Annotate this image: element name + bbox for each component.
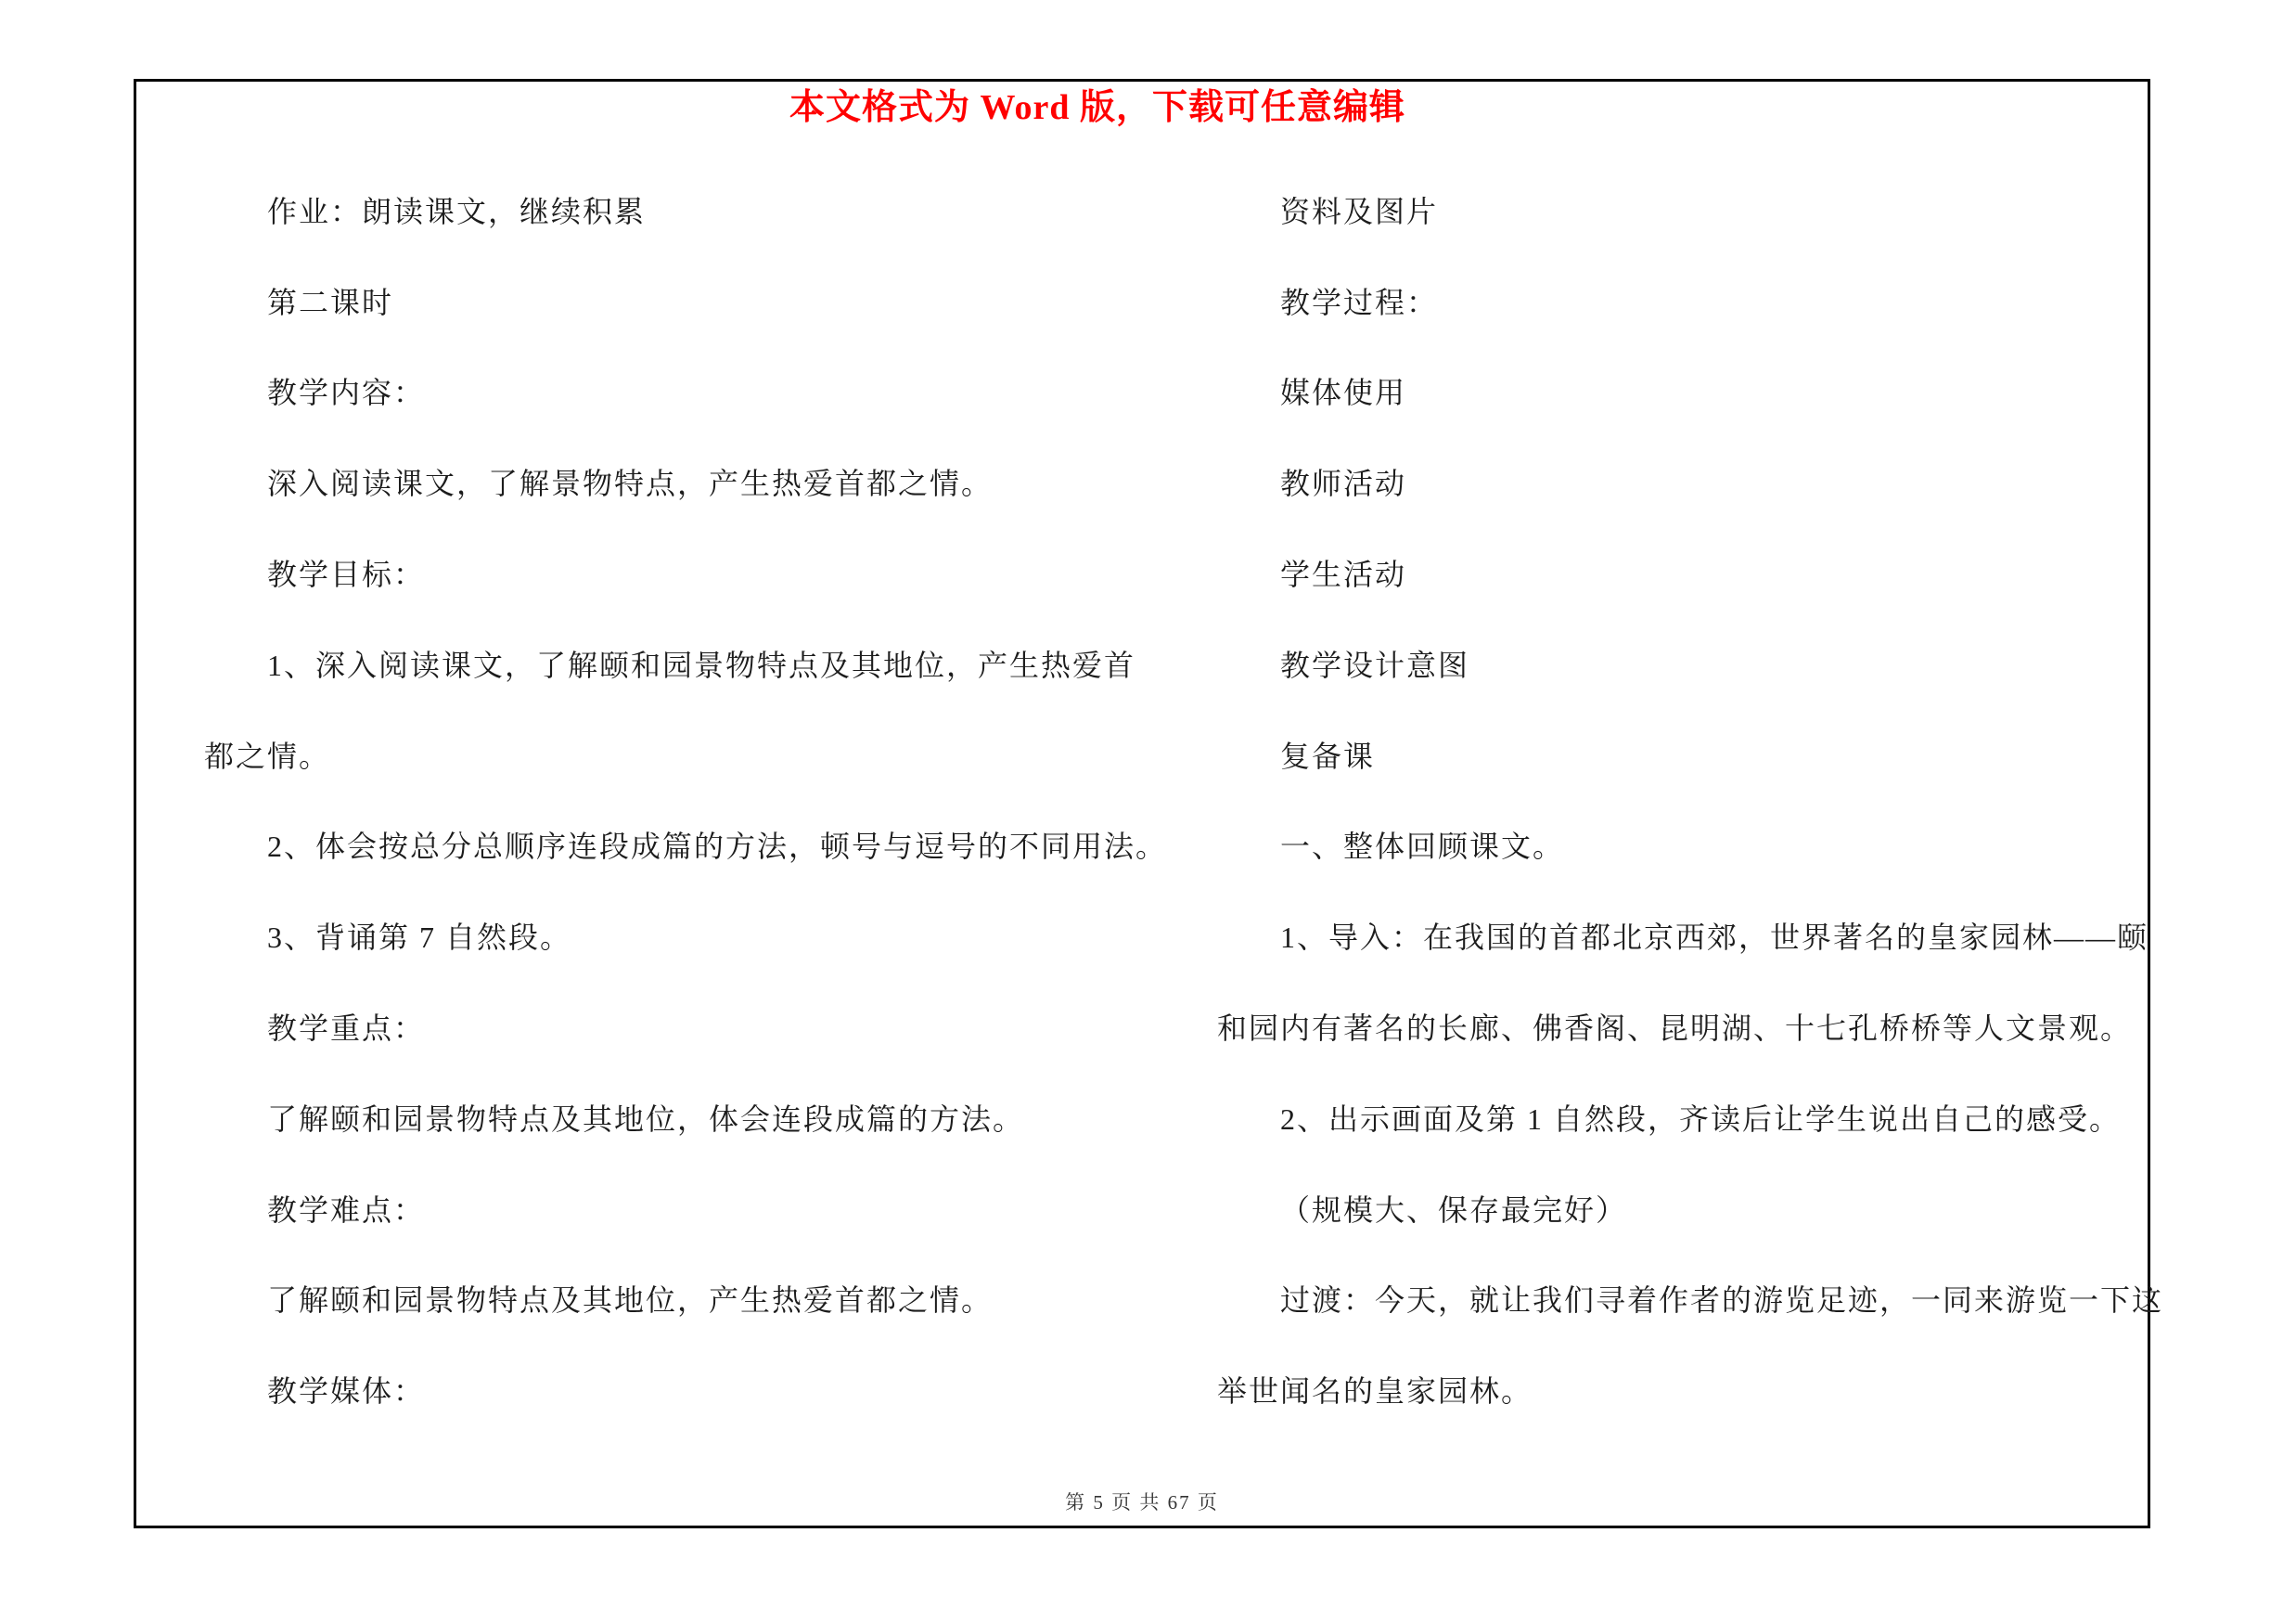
text-line: 教学内容： (267, 376, 426, 410)
text-line: 教学目标： (267, 558, 426, 592)
text-line: 1、深入阅读课文，了解颐和园景物特点及其地位，产生热爱首 (267, 648, 1136, 682)
text-line: 教学媒体： (267, 1374, 426, 1409)
right-column (1217, 164, 2164, 1435)
page-border-frame (134, 79, 2164, 1528)
text-line: 第二课时 (267, 285, 394, 319)
text-line: 都之情。 (204, 739, 331, 773)
text-line: 和园内有著名的长廊、佛香阁、昆明湖、十七孔桥桥等人文景观。 (1217, 1011, 2133, 1046)
text-line: 一、整体回顾课文。 (1280, 830, 1565, 864)
text-line: 作业：朗读课文，继续积累 (267, 194, 647, 228)
text-line: 资料及图片 (1280, 194, 1439, 228)
text-line: 教学过程： (1280, 285, 1439, 319)
text-line: 举世闻名的皇家园林。 (1217, 1374, 1533, 1409)
text-line: 媒体使用 (1280, 376, 1407, 410)
text-line: 了解颐和园景物特点及其地位，体会连段成篇的方法。 (267, 1101, 1025, 1136)
text-line: 2、出示画面及第 1 自然段，齐读后让学生说出自己的感受。 (1280, 1101, 2122, 1136)
text-line: 过渡：今天，就让我们寻着作者的游览足迹，一同来游览一下这 (1280, 1283, 2164, 1318)
text-line: （规模大、保存最完好） (1280, 1192, 1628, 1227)
text-line: 教学设计意图 (1280, 648, 1470, 682)
text-line: 了解颐和园景物特点及其地位，产生热爱首都之情。 (267, 1283, 994, 1318)
text-line: 1、导入：在我国的首都北京西郊，世界著名的皇家园林——颐 (1280, 921, 2149, 955)
text-line: 3、背诵第 7 自然段。 (267, 921, 572, 955)
page-number: 第 5 页 共 67 页 (1065, 1491, 1219, 1514)
text-line: 学生活动 (1280, 558, 1407, 592)
text-line: 教学难点： (267, 1192, 426, 1227)
text-line: 深入阅读课文，了解景物特点，产生热爱首都之情。 (267, 467, 994, 501)
text-line: 教师活动 (1280, 467, 1407, 501)
left-column (204, 164, 1215, 1435)
format-notice: 本文格式为 Word 版，下载可任意编辑 (789, 88, 1405, 127)
text-line: 复备课 (1280, 739, 1376, 773)
text-line: 2、体会按总分总顺序连段成篇的方法，顿号与逗号的不同用法。 (267, 830, 1168, 864)
text-line: 教学重点： (267, 1011, 426, 1046)
